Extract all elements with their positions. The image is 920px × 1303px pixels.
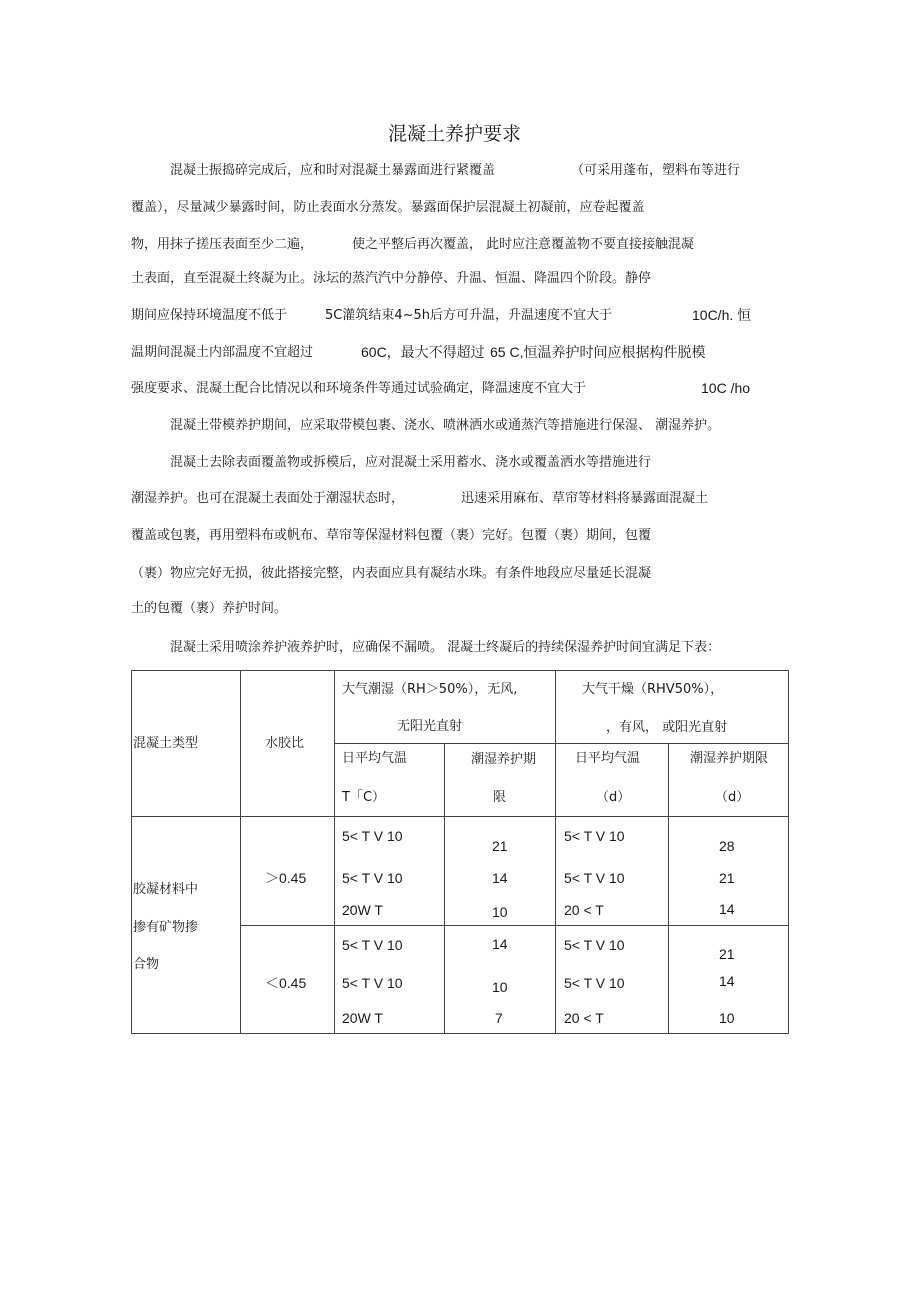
material-type-line: 胶凝材料中 [133, 882, 199, 897]
table-cell: 28 [719, 838, 735, 854]
table-cell: 20 < T [564, 902, 604, 918]
table-cell: 14 [492, 870, 508, 886]
text-line: 潮湿养护。也可在混凝土表面处于潮湿状态时， [131, 491, 405, 506]
table-cell: 5< T V 10 [564, 975, 625, 991]
table-cell: 10 [492, 979, 508, 995]
table-cell: 5< T V 10 [342, 975, 403, 991]
paragraph-formwork-curing: 混凝土带模养护期间，应采取带模包裹、浇水、喷淋洒水或通蒸汽等措施进行保湿、 潮湿养护。 [170, 418, 721, 433]
table-cell: 10 [492, 904, 508, 920]
header-concrete-type: 混凝土类型 [133, 736, 199, 751]
text-line: 65 C,恒温养护时间应根据构件脱模 [490, 344, 706, 360]
table-cell: 21 [719, 946, 735, 962]
material-type-line: 合物 [133, 957, 160, 972]
curing-time-table [131, 670, 789, 1034]
text-line: 土的包覆（裹）养护时间。 [131, 601, 288, 616]
header-avg-temp-a: 日平均气温 [342, 751, 408, 766]
header-humid-condition-note: 无阳光直射 [397, 719, 463, 734]
header-period-b: 潮湿养护期限 [690, 751, 769, 766]
text-line: 10C /ho [701, 380, 751, 396]
table-cell: 20W T [342, 1010, 383, 1026]
page-title: 混凝土养护要求 [388, 123, 522, 145]
table-cell: 5< T V 10 [342, 870, 403, 886]
material-type-line: 掺有矿物掺 [133, 920, 199, 935]
paragraph-spray-curing: 混凝土采用喷涂养护液养护时，应确保不漏喷。 混凝土终凝后的持续保湿养护时间宜满足下表： [170, 640, 721, 655]
text-line: 覆盖），尽量减少暴露时间，防止表面水分蒸发。暴露面保护层混凝土初凝前，应卷起覆盖 [131, 200, 645, 215]
ratio-group-2: ＜0.45 [265, 975, 307, 991]
table-cell: 14 [719, 973, 735, 989]
table-cell: 5< T V 10 [564, 828, 625, 844]
table-cell: 21 [719, 870, 735, 886]
table-cell: 5< T V 10 [342, 937, 403, 953]
table-cell: 5< T V 10 [564, 870, 625, 886]
text-line: 混凝土振捣碎完成后，应和时对混凝土暴露面进行紧覆盖 [170, 163, 496, 178]
text-line: 使之平整后再次覆盖， [352, 237, 483, 252]
table-cell: 14 [719, 901, 735, 917]
header-period-a: 潮湿养护期 [471, 752, 537, 767]
text-line: 温期间混凝土内部温度不宜超过 [131, 345, 314, 360]
text-line: 迅速采用麻布、草帘等材料将暴露面混凝土 [461, 491, 709, 506]
text-line: 此时应注意覆盖物不要直接接触混凝 [486, 237, 695, 252]
text-line: 覆盖或包裹，再用塑料布或帆布、草帘等保湿材料包覆（裹）完好。包覆（裹）期间，包覆 [131, 528, 652, 543]
text-line: （裹）物应完好无损，彼此搭接完整，内表面应具有凝结水珠。有条件地段应尽量延长混凝 [131, 566, 652, 581]
table-cell: 5< T V 10 [564, 937, 625, 953]
header-avg-temp-a-unit: T「C） [342, 790, 386, 805]
text-line: 60C，最大不得超过 [361, 344, 485, 360]
table-cell: 5< T V 10 [342, 828, 403, 844]
text-line: 期间应保持环境温度不低于 [131, 308, 288, 323]
table-cell: 7 [495, 1010, 503, 1026]
table-cell: 21 [492, 838, 508, 854]
header-dry-condition: 大气干燥（RHV50%）， [582, 682, 724, 697]
header-water-binder-ratio: 水胶比 [265, 736, 305, 751]
header-avg-temp-b-unit: （d） [596, 790, 631, 805]
text-line: 5C灌筑结束4~5h后方可升温，升温速度不宜大于 [325, 308, 613, 323]
text-line: 10C/h. 恒 [692, 307, 752, 323]
table-cell: 10 [719, 1010, 735, 1026]
header-period-b-unit: （d） [715, 790, 750, 805]
text-line: （可采用蓬布，塑料布等进行 [571, 163, 741, 178]
text-line: 混凝土去除表面覆盖物或拆模后，应对混凝土采用蓄水、浇水或覆盖洒水等措施进行 [170, 455, 652, 470]
header-humid-condition: 大气潮湿（RH＞50%），无风, [342, 682, 518, 697]
text-line: 强度要求、混凝土配合比情况以和环境条件等通过试验确定，降温速度不宜大于 [131, 381, 587, 396]
table-cell: 20W T [342, 902, 383, 918]
table-cell: 20 < T [564, 1010, 604, 1026]
table-cell: 14 [492, 936, 508, 952]
header-dry-condition-note: ，有风， 或阳光直射 [606, 720, 728, 735]
header-period-a-cont: 限 [493, 790, 507, 805]
ratio-group-1: ＞0.45 [265, 870, 307, 886]
text-line: 物，用抹子搓压表面至少二遍， [131, 237, 314, 252]
text-line: 土表面，直至混凝土终凝为止。泳坛的蒸汽汽中分静停、升温、恒温、降温四个阶段。静停 [131, 271, 652, 286]
header-avg-temp-b: 日平均气温 [575, 751, 641, 766]
